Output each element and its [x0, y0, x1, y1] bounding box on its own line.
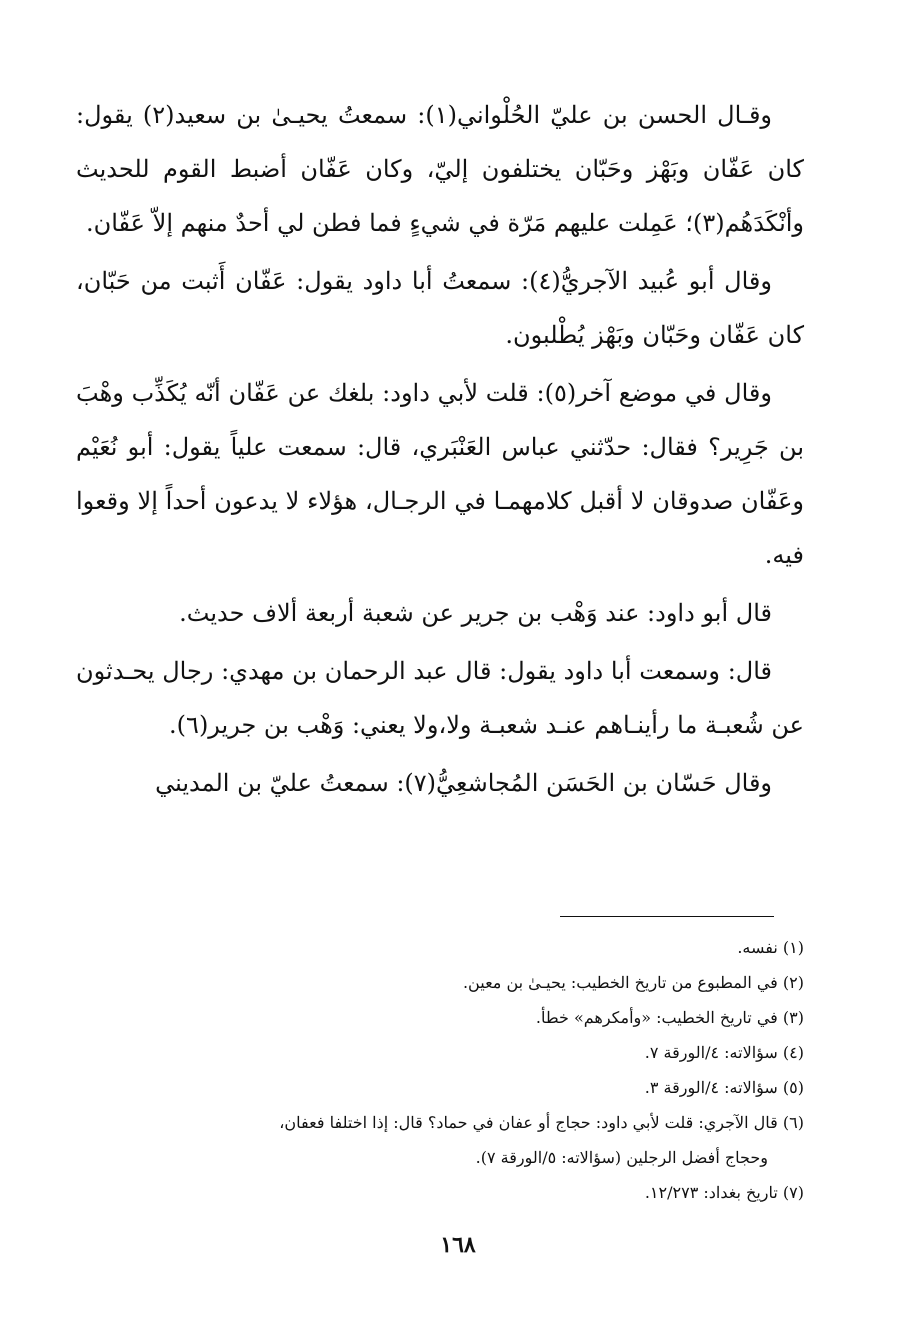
footnote: (٢) في المطبوع من تاريخ الخطيب: يحيـىٰ بن معين. — [462, 973, 804, 992]
footnote: (٦) قال الآجري: قلت لأبي داود: حجاج أو عفان في حماد؟ قال: إذا اختلفا فعفان، — [279, 1113, 804, 1132]
footnote-continuation: وحجاج أفضل الرجلين (سؤالاته: ٥/الورقة ٧). — [475, 1148, 768, 1167]
footnote: (٥) سؤالاته: ٤/الورقة ٣. — [644, 1078, 804, 1097]
paragraph: قال أبو داود: عند وَهْب بن جرير عن شعبة أربعة ألاف حديث. — [179, 599, 772, 627]
paragraph: قال: وسمعت أبا داود يقول: قال عبد الرحمان بن مهدي: رجال يحـدثون عن شُعبـة ما رأينـاهم عنـد شعبـة ولا،ولا يعني: وَهْب بن جرير(٦). — [76, 657, 804, 739]
footnote-divider — [560, 916, 774, 917]
paragraph: وقال حَسّان بن الحَسَن المُجاشعِيُّ(٧): سمعتُ عليّ بن المديني — [155, 769, 772, 797]
paragraph: وقال أبو عُبيد الآجريُّ(٤): سمعتُ أبا داود يقول: عَفّان أَثبت من حَبّان، كان عَفّان وحَبّان وبَهْز يُطْلبون. — [76, 267, 804, 349]
footnote: (٧) تاريخ بغداد: ١٢/٢٧٣. — [644, 1183, 804, 1202]
footnotes — [76, 930, 804, 1210]
main-text — [76, 88, 804, 814]
page-number: ١٦٨ — [440, 1232, 476, 1258]
paragraph: وقال في موضع آخر(٥): قلت لأبي داود: بلغك عن عَفّان أنّه يُكَذِّب وهْبَ بن جَرِير؟ فقال: حدّثني عباس العَنْبَري، قال: سمعت علياً يقول: أبو نُعَيْم وعَفّان صدوقان لا أقبل كلامهمـا في الرجـال، هؤلاء لا يدعون أحداً إلا وقعوا فيه. — [76, 379, 804, 569]
footnote: (٤) سؤالاته: ٤/الورقة ٧. — [644, 1043, 804, 1062]
footnote: (٣) في تاريخ الخطيب: «وأمكرهم» خطأ. — [535, 1008, 804, 1027]
footnote: (١) نفسه. — [737, 938, 804, 957]
paragraph: وقـال الحسن بن عليّ الحُلْواني(١): سمعتُ يحيـىٰ بن سعيد(٢) يقول: كان عَفّان وبَهْز وحَبّان يختلفون إليّ، وكان عَفّان أضبط القوم للحديث وأنْكَدَهُم(٣)؛ عَمِلت عليهم مَرّة في شيءٍ فما فطن لي أحدٌ منهم إلاّ عَفّان. — [76, 101, 804, 237]
